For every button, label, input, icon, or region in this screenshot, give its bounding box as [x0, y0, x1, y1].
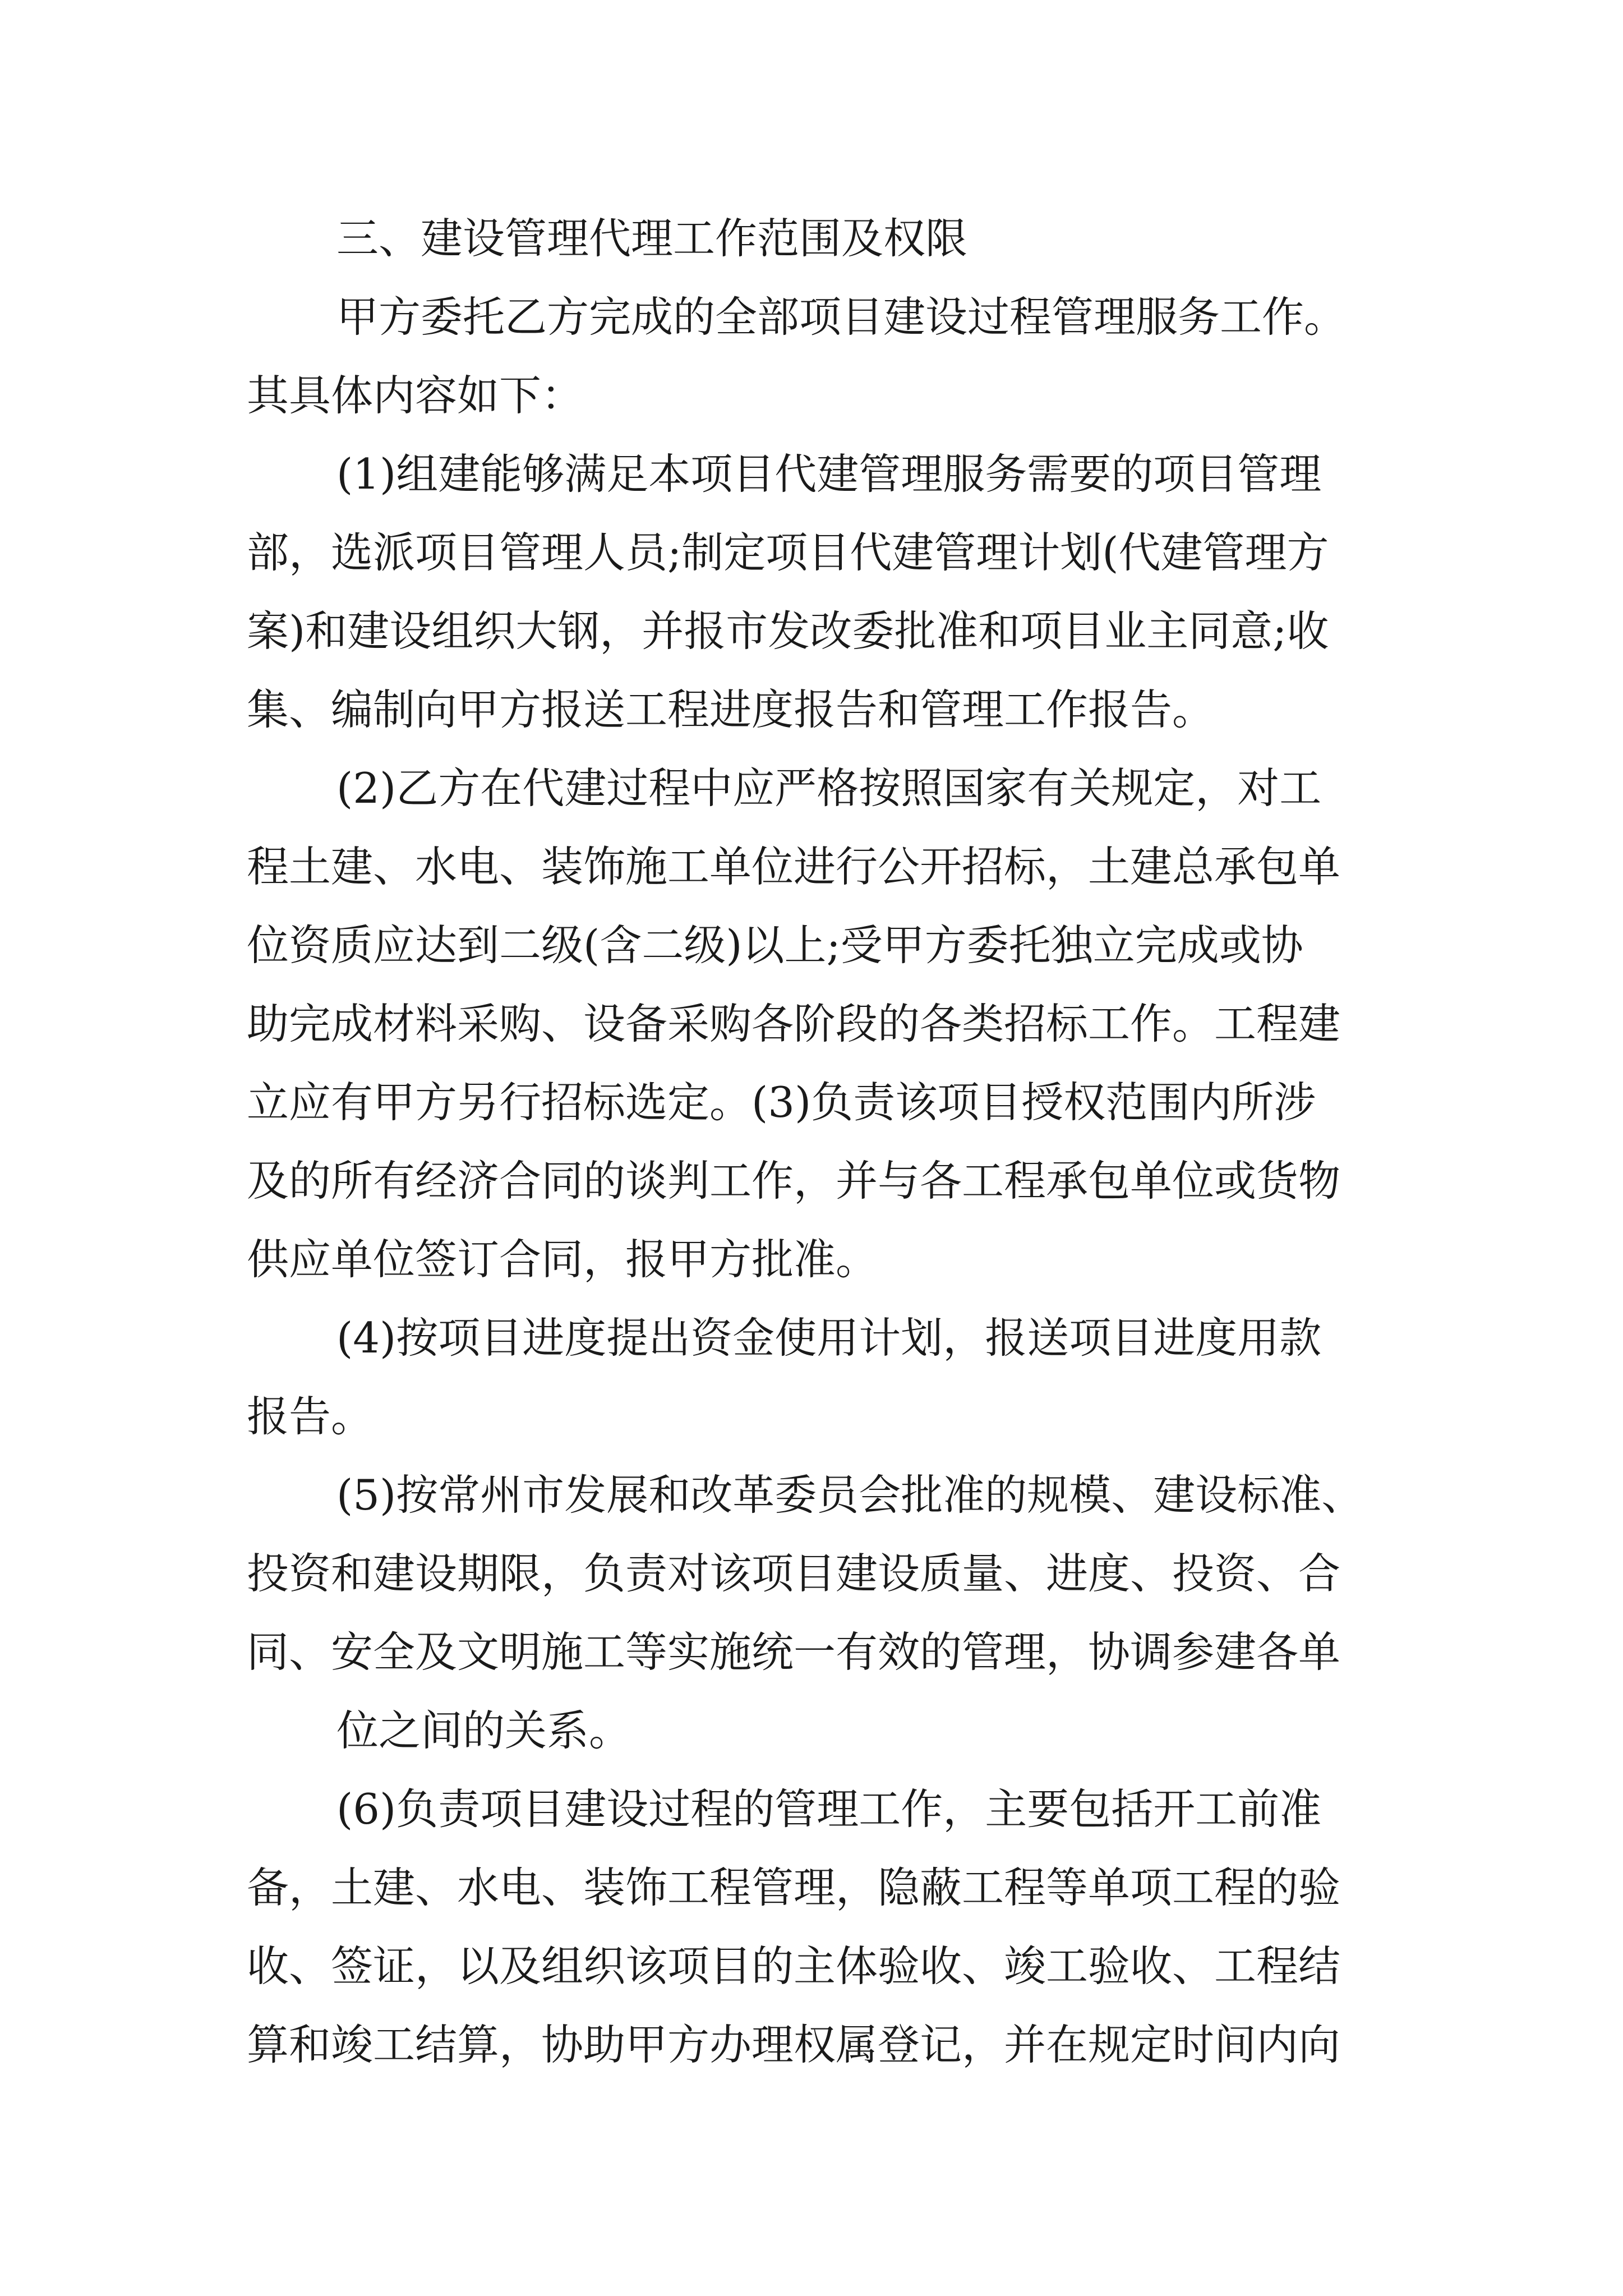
paragraph-line: 算和竣工结算，协助甲方办理权属登记，并在规定时间内向 — [247, 2020, 1341, 2069]
paragraph-line: (4)按项目进度提出资金使用计划，报送项目进度用款 — [336, 1313, 1322, 1363]
paragraph-line: 位之间的关系。 — [336, 1706, 631, 1755]
paragraph-line: 位资质应达到二级(含二级)以上;受甲方委托独立完成或协 — [247, 921, 1303, 970]
paragraph-line: 甲方委托乙方完成的全部项目建设过程管理服务工作。 — [336, 292, 1347, 342]
paragraph-line: (2)乙方在代建过程中应严格按照国家有关规定，对工 — [336, 763, 1322, 813]
paragraph-line: 备，土建、水电、装饰工程管理，隐蔽工程等单项工程的验 — [247, 1863, 1341, 1912]
paragraph-line: 同、安全及文明施工等实施统一有效的管理，协调参建各单 — [247, 1627, 1341, 1677]
paragraph-line: 案)和建设组织大钢，并报市发改委批准和项目业主同意;收 — [247, 606, 1329, 656]
paragraph-line: 助完成材料采购、设备采购各阶段的各类招标工作。工程建 — [247, 999, 1341, 1048]
paragraph-line: 供应单位签订合同，报甲方批准。 — [247, 1235, 878, 1284]
paragraph-line: 及的所有经济合同的谈判工作，并与各工程承包单位或货物 — [247, 1156, 1341, 1205]
paragraph-line: 收、签证，以及组织该项目的主体验收、竣工验收、工程结 — [247, 1941, 1341, 1991]
paragraph-line: 程土建、水电、装饰施工单位进行公开招标，土建总承包单 — [247, 842, 1341, 891]
paragraph-line: (1)组建能够满足本项目代建管理服务需要的项目管理 — [336, 449, 1322, 499]
paragraph-line: 集、编制向甲方报送工程进度报告和管理工作报告。 — [247, 685, 1215, 734]
paragraph-line: 立应有甲方另行招标选定。(3)负责该项目授权范围内所涉 — [247, 1078, 1316, 1127]
paragraph-line: 其具体内容如下： — [247, 371, 584, 420]
paragraph-line: 部，选派项目管理人员;制定项目代建管理计划(代建管理方 — [247, 528, 1329, 577]
paragraph-line: (6)负责项目建设过程的管理工作，主要包括开工前准 — [336, 1784, 1322, 1834]
paragraph-line: 报告。 — [247, 1392, 374, 1441]
section-heading: 三、建设管理代理工作范围及权限 — [336, 214, 968, 263]
paragraph-line: (5)按常州市发展和改革委员会批准的规模、建设标准、 — [336, 1470, 1364, 1520]
paragraph-line: 投资和建设期限，负责对该项目建设质量、进度、投资、合 — [247, 1549, 1341, 1598]
